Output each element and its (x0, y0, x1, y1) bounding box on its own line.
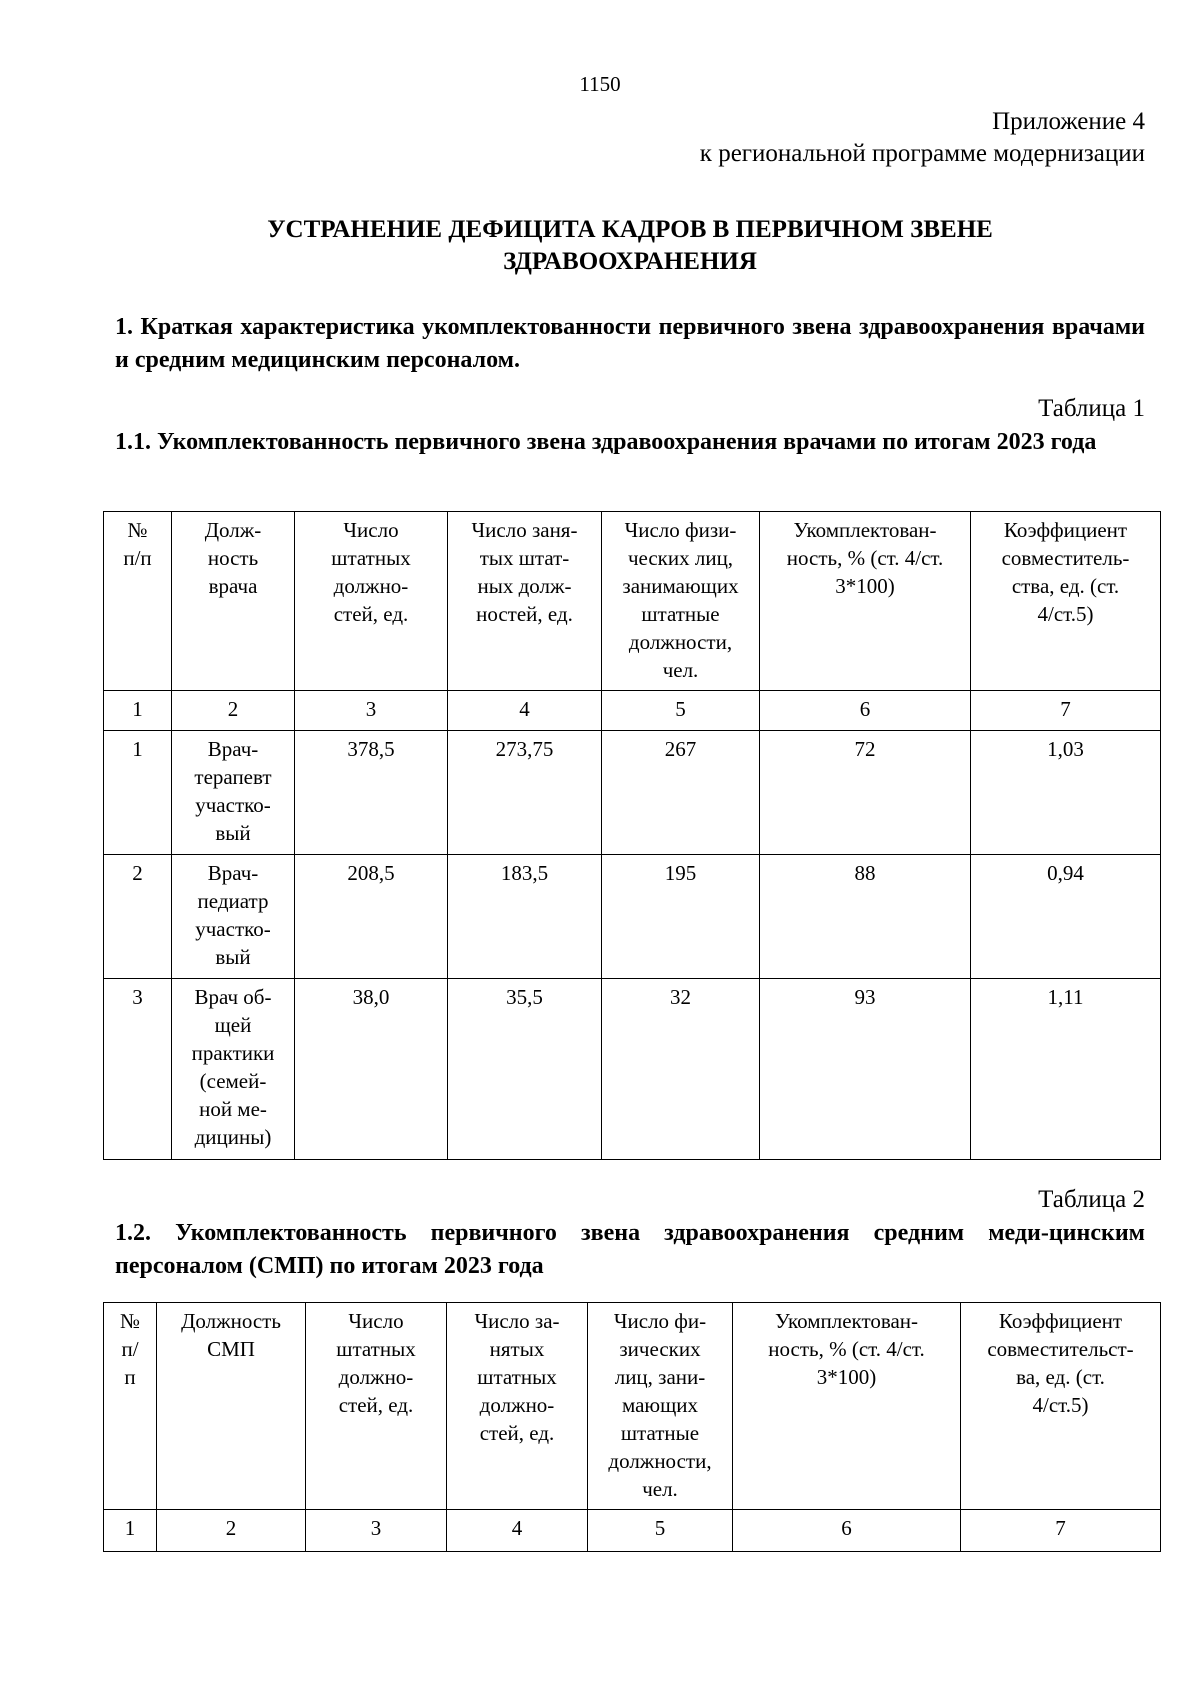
table-2-header-cell (306, 1303, 447, 1510)
table-1-header-cell (448, 512, 602, 691)
header-occupied-positions: Число заня- тых штат- ных долж- ностей, ед. (471, 518, 578, 626)
table-2-header-cell (157, 1303, 306, 1510)
position-name-text: Врач об- щей практики (семей- ной ме- дицины) (191, 985, 275, 1149)
column-number: 7 (961, 1510, 1161, 1552)
column-number: 5 (588, 1510, 733, 1552)
column-number: 5 (602, 691, 760, 731)
table-2-heading: 1.2. Укомплектованность первичного звена здравоохранения средним меди-цинским персоналом (СМП) по итогам 2023 года (115, 1220, 1145, 1279)
header-staffing-percent: Укомплектован- ность, % (ст. 4/ст. 3*100) (786, 518, 944, 598)
column-number: 7 (971, 691, 1161, 731)
column-number: 2 (172, 691, 295, 731)
table-1-header-cell (602, 512, 760, 691)
table-2-label: Таблица 2 (1038, 1186, 1145, 1213)
table-1-header-cell (104, 512, 172, 691)
title-line-1: УСТРАНЕНИЕ ДЕФИЦИТА КАДРОВ В ПЕРВИЧНОМ ЗВЕНЕ (267, 216, 993, 243)
table-1-header-cell (295, 512, 448, 691)
table-1-header-row (104, 512, 1161, 691)
position-name-text: Врач- педиатр участко- вый (195, 861, 271, 969)
column-number: 6 (733, 1510, 961, 1552)
header-staffing-percent: Укомплектован- ность, % (ст. 4/ст. 3*100) (768, 1309, 925, 1389)
table-2-header-row (104, 1303, 1161, 1510)
individuals: 195 (602, 855, 760, 979)
appendix-line-1: Приложение 4 (992, 108, 1145, 135)
occupied-positions: 183,5 (448, 855, 602, 979)
table-1-label: Таблица 1 (1038, 395, 1145, 422)
appendix-line-2: к региональной программе модернизации (699, 140, 1145, 167)
table-1-header-cell (172, 512, 295, 691)
column-number: 4 (447, 1510, 588, 1552)
header-staff-positions: Число штатных должно- стей, ед. (331, 518, 411, 626)
header-individuals: Число физи- ческих лиц, занимающих штатные должности, чел. (622, 518, 739, 682)
table-1-column-number-row (104, 691, 1161, 731)
header-individuals: Число фи- зических лиц, зани- мающих штатные должности, чел. (608, 1309, 712, 1501)
column-number: 2 (157, 1510, 306, 1552)
table-2-header-cell (961, 1303, 1161, 1510)
position-name-text: Врач- терапевт участко- вый (194, 737, 272, 845)
column-number: 6 (760, 691, 971, 731)
header-coefficient: Коэффициент совместитель- ства, ед. (ст. 4/ст.5) (1001, 518, 1130, 626)
header-position: Должность СМП (181, 1309, 281, 1361)
table-1 (103, 511, 1161, 1160)
staff-positions: 208,5 (295, 855, 448, 979)
row-number: 2 (104, 855, 172, 979)
position-name (172, 855, 295, 979)
staffing-percent: 72 (760, 731, 971, 855)
header-position: Долж- ность врача (204, 518, 262, 598)
column-number: 4 (448, 691, 602, 731)
header-coefficient: Коэффициент совместительст- ва, ед. (ст. 4/ст.5) (987, 1309, 1134, 1417)
document-title (115, 214, 1145, 278)
column-number: 3 (306, 1510, 447, 1552)
header-staff-positions: Число штатных должно- стей, ед. (336, 1309, 416, 1417)
header-occupied-positions: Число за- нятых штатных должно- стей, ед. (474, 1309, 560, 1445)
staff-positions: 378,5 (295, 731, 448, 855)
row-number: 1 (104, 731, 172, 855)
section-1-heading: 1. Краткая характеристика укомплектованности первичного звена здравоохранения врачами и средним медицинским персоналом. (115, 314, 1145, 373)
row-number: 3 (104, 979, 172, 1160)
position-name (172, 731, 295, 855)
column-number: 3 (295, 691, 448, 731)
page-number: 1150 (579, 72, 621, 96)
individuals: 32 (602, 979, 760, 1160)
table-2-header-cell (588, 1303, 733, 1510)
appendix-note (700, 106, 1145, 170)
table-2 (103, 1302, 1161, 1552)
staffing-percent: 93 (760, 979, 971, 1160)
table-1-heading: 1.1. Укомплектованность первичного звена здравоохранения врачами по итогам 2023 года (115, 429, 1097, 455)
coefficient: 0,94 (971, 855, 1161, 979)
staff-positions: 38,0 (295, 979, 448, 1160)
table-row (104, 731, 1161, 855)
individuals: 267 (602, 731, 760, 855)
coefficient: 1,03 (971, 731, 1161, 855)
title-line-2: ЗДРАВООХРАНЕНИЯ (503, 248, 757, 275)
occupied-positions: 273,75 (448, 731, 602, 855)
position-name (172, 979, 295, 1160)
table-2-header-cell (104, 1303, 157, 1510)
header-number: № п/ п (119, 1309, 141, 1389)
table-2-column-number-row (104, 1510, 1161, 1552)
table-2-header-cell (733, 1303, 961, 1510)
column-number: 1 (104, 1510, 157, 1552)
coefficient: 1,11 (971, 979, 1161, 1160)
table-2-header-cell (447, 1303, 588, 1510)
header-number: № п/п (123, 518, 152, 570)
table-1-header-cell (971, 512, 1161, 691)
staffing-percent: 88 (760, 855, 971, 979)
table-1-header-cell (760, 512, 971, 691)
column-number: 1 (104, 691, 172, 731)
occupied-positions: 35,5 (448, 979, 602, 1160)
table-row (104, 979, 1161, 1160)
table-row (104, 855, 1161, 979)
